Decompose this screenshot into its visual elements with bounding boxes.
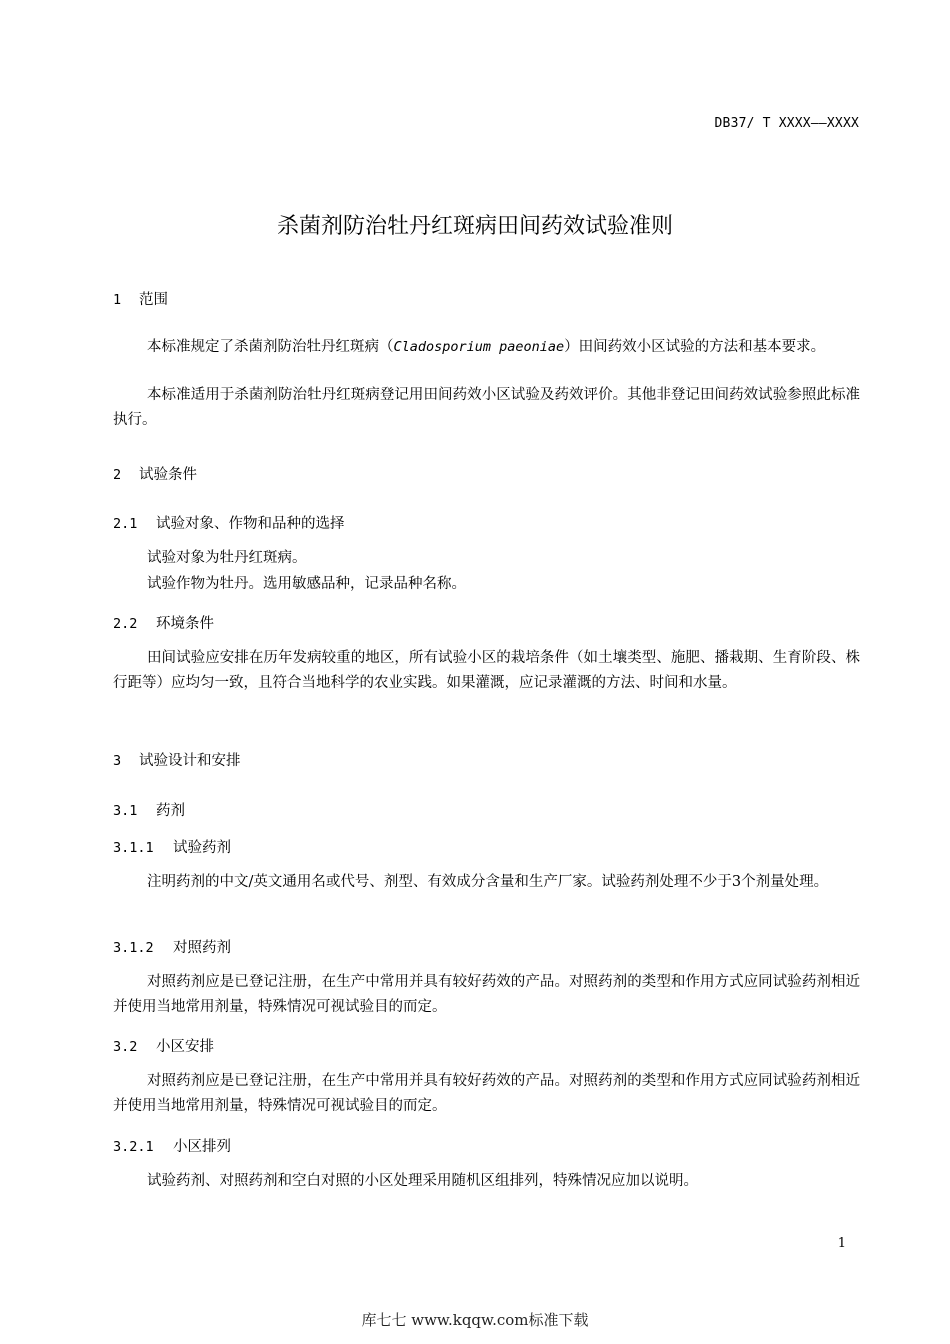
section-number: 3.1.2 — [113, 940, 154, 956]
section-3-1-2-heading — [113, 936, 231, 957]
section-number: 3.1 — [113, 803, 138, 819]
section-2-1-heading — [113, 512, 345, 533]
section-title: 对照药剂 — [173, 940, 231, 956]
section-title: 小区排列 — [173, 1139, 231, 1155]
section-3-heading — [113, 749, 241, 770]
test-crop-line: 试验作物为牡丹。选用敏感品种，记录品种名称。 — [147, 576, 466, 592]
section-title: 环境条件 — [156, 616, 214, 632]
section-number: 3 — [113, 753, 122, 769]
section-title: 试验条件 — [139, 467, 197, 483]
section-number: 3.1.1 — [113, 840, 154, 856]
section-3-1-heading — [113, 799, 185, 820]
section-number: 3.2 — [113, 1039, 138, 1055]
pathogen-latin-name: Cladosporium paeoniae — [393, 339, 565, 355]
section-title: 药剂 — [156, 803, 185, 819]
section-3-2-1-heading — [113, 1135, 231, 1156]
environment-paragraph: 田间试验应安排在历年发病较重的地区，所有试验小区的栽培条件（如土壤类型、施肥、播栽期、生育阶段、株行距等）应均匀一致，且符合当地科学的农业实践。如果灌溉，应记录灌溉的方法、时间和水量。 — [113, 650, 860, 691]
plot-arrangement-paragraph: 对照药剂应是已登记注册，在生产中常用并具有较好药效的产品。对照药剂的类型和作用方式应同试验药剂相近并使用当地常用剂量，特殊情况可视试验目的而定。 — [113, 1073, 860, 1114]
page-number: 1 — [837, 1236, 846, 1251]
section-3-1-1-heading — [113, 836, 231, 857]
section-1-heading — [113, 288, 168, 309]
section-title: 小区安排 — [156, 1039, 214, 1055]
test-object-line: 试验对象为牡丹红斑病。 — [147, 550, 307, 566]
section-number: 2 — [113, 467, 122, 483]
scope-paragraph-2: 本标准适用于杀菌剂防治牡丹红斑病登记用田间药效小区试验及药效评价。其他非登记田间药效试验参照此标准执行。 — [113, 387, 860, 428]
control-agent-paragraph: 对照药剂应是已登记注册，在生产中常用并具有较好药效的产品。对照药剂的类型和作用方式应同试验药剂相近并使用当地常用剂量，特殊情况可视试验目的而定。 — [113, 974, 860, 1015]
plot-layout-paragraph: 试验药剂、对照药剂和空白对照的小区处理采用随机区组排列，特殊情况应加以说明。 — [147, 1173, 698, 1189]
section-title: 试验设计和安排 — [139, 753, 241, 769]
test-agent-paragraph: 注明药剂的中文/英文通用名或代号、剂型、有效成分含量和生产厂家。试验药剂处理不少于3个剂量处理。 — [147, 874, 829, 890]
document-title: 杀菌剂防治牡丹红斑病田间药效试验准则 — [276, 214, 673, 239]
section-2-heading — [113, 463, 197, 484]
section-number: 2.1 — [113, 516, 138, 532]
document-code: DB37/ T XXXX——XXXX — [714, 116, 859, 131]
section-2-2-heading — [113, 612, 214, 633]
section-title: 试验对象、作物和品种的选择 — [156, 516, 345, 532]
scope-paragraph-1: 本标准规定了杀菌剂防治牡丹红斑病（Cladosporium paeoniae）田间药效小区试验的方法和基本要求。 — [147, 339, 826, 355]
section-number: 2.2 — [113, 616, 138, 632]
section-title: 范围 — [139, 292, 168, 308]
section-title: 试验药剂 — [173, 840, 231, 856]
section-number: 1 — [113, 292, 122, 308]
section-3-2-heading — [113, 1035, 214, 1056]
footer-watermark-text: 库七七 www.kqqw.com标准下载 — [361, 1311, 589, 1329]
section-number: 3.2.1 — [113, 1139, 154, 1155]
